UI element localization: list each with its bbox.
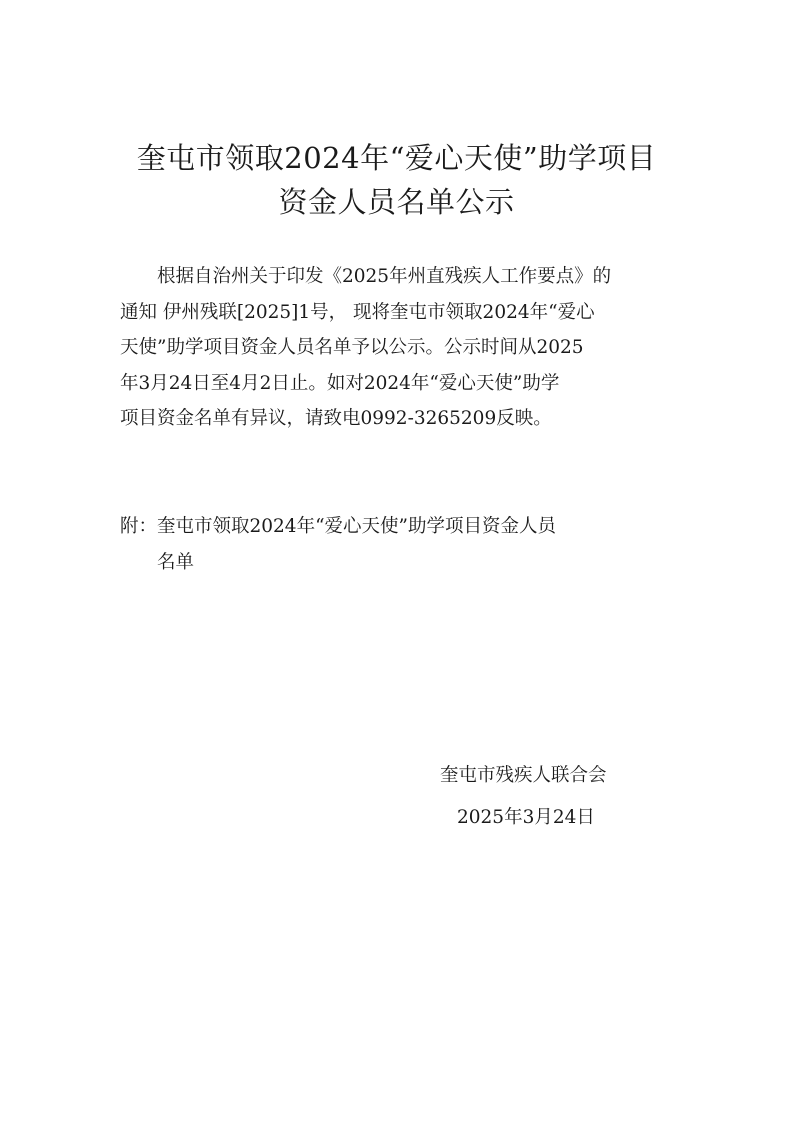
signature-organization: 奎屯市残疾人联合会 <box>440 765 607 786</box>
document-title-line-2: 资金人员名单公示 <box>278 185 515 219</box>
attachment-line: 名单 <box>120 551 195 573</box>
attachment-note <box>120 509 680 580</box>
document-title-line-1: 奎屯市领取2024年“爱心天使”助学项目 <box>136 141 657 175</box>
paragraph-line: 根据自治州关于印发《2025年州直残疾人工作要点》的 <box>120 266 612 287</box>
announcement-paragraph <box>120 259 680 437</box>
attachment-line: 附：奎屯市领取2024年“爱心天使”助学项目资金人员 <box>120 516 556 537</box>
signature-date: 2025年3月24日 <box>457 807 595 828</box>
paragraph-line: 项目资金名单有异议，请致电0992-3265209反映。 <box>120 408 552 429</box>
paragraph-line: 年3月24日至4月2日止。如对2024年“爱心天使”助学 <box>120 372 560 394</box>
paragraph-line: 天使”助学项目资金人员名单予以公示。公示时间从2025 <box>120 337 584 358</box>
paragraph-line: 通知 伊州残联[2025]1号， 现将奎屯市领取2024年“爱心 <box>120 301 595 323</box>
